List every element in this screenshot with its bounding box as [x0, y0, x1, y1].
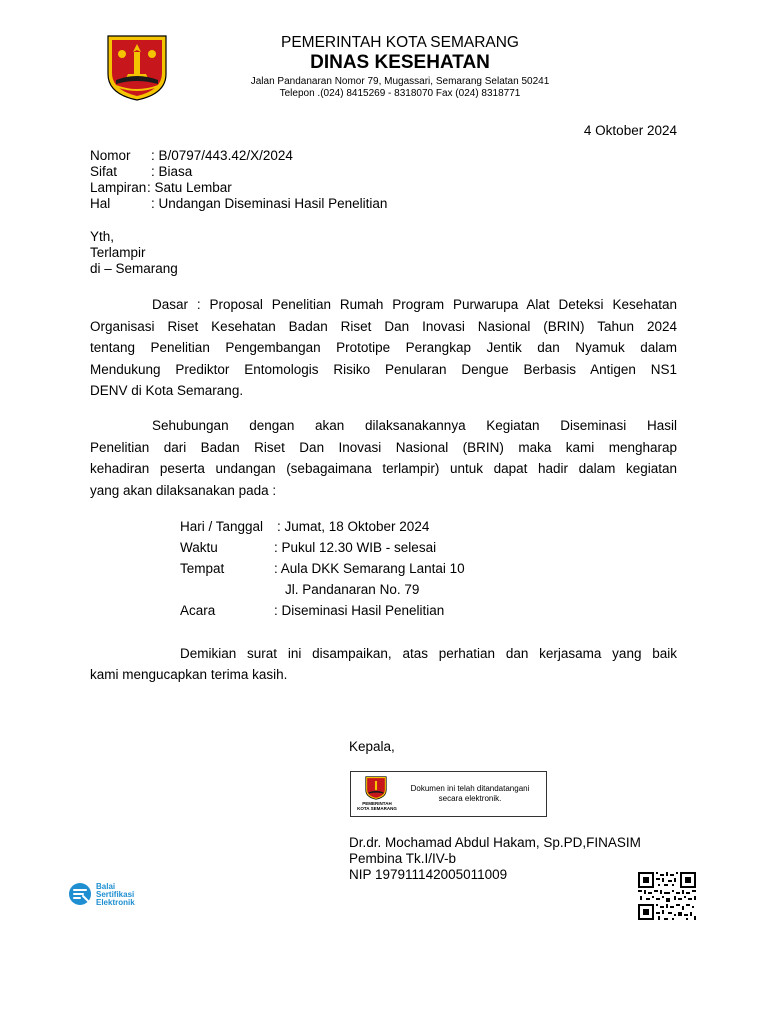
sifat-label: Sifat — [90, 164, 118, 179]
event-tempat-value-2: Jl. Pandanaran No. 79 — [285, 582, 420, 597]
sifat-value: : Biasa — [151, 164, 193, 179]
paragraph2-line3: kehadiran peserta undangan (sebagaimana terlampir) untuk dapat hadir dalam kegiatan — [90, 461, 677, 476]
office-title: DINAS KESEHATAN — [310, 52, 490, 73]
paragraph1-line4: Mendukung Prediktor Entomologis Risiko Penularan Dengue Berbasis Antigen NS1 — [90, 362, 677, 377]
stamp-text-line2: secara elektronik. — [438, 794, 502, 803]
letterhead-contact: Telepon .(024) 8415269 - 8318070 Fax (024) 8318771 — [279, 88, 521, 99]
paragraph1-line3: tentang Penelitian Pengembangan Prototipe Perangkap Jentik dan Nyamuk dalam — [90, 340, 677, 355]
paragraph2-line4: yang akan dilaksanakan pada : — [90, 483, 277, 498]
recipient-yth: Yth, — [90, 229, 115, 244]
paragraph1-line1: Dasar : Proposal Penelitian Rumah Program Purwarupa Alat Deteksi Kesehatan — [152, 297, 677, 312]
stamp-text-line1: Dokumen ini telah ditandatangani — [410, 784, 530, 793]
signatory-rank: Pembina Tk.I/IV-b — [349, 851, 457, 866]
paragraph2-line1: Sehubungan dengan akan dilaksanakannya Kegiatan Diseminasi Hasil — [152, 418, 677, 433]
event-tempat-value: : Aula DKK Semarang Lantai 10 — [274, 561, 465, 576]
lampiran-label: Lampiran — [90, 180, 147, 195]
government-title: PEMERINTAH KOTA SEMARANG — [281, 34, 519, 51]
signatory-nip: NIP 197911142005011009 — [349, 867, 508, 882]
paragraph1-line5: DENV di Kota Semarang. — [90, 383, 244, 398]
recipient-location: di – Semarang — [90, 261, 178, 276]
event-tempat-label: Tempat — [180, 561, 225, 576]
nomor-value: : B/0797/443.42/X/2024 — [151, 148, 293, 163]
bsre-text-line3: Elektronik — [96, 898, 135, 907]
letterhead-address: Jalan Pandanaran Nomor 79, Mugassari, Semarang Selatan 50241 — [250, 76, 550, 87]
hal-value: : Undangan Diseminasi Hasil Penelitian — [151, 196, 388, 211]
closing-line2: kami mengucapkan terima kasih. — [90, 667, 288, 682]
stamp-logo-caption-line1: PEMERINTAH — [362, 801, 392, 806]
signatory-name: Dr.dr. Mochamad Abdul Hakam, Sp.PD,FINASIM — [349, 835, 641, 850]
stamp-logo-icon — [365, 776, 387, 800]
lampiran-value: : Satu Lembar — [147, 180, 232, 195]
semarang-coat-of-arms-logo — [106, 34, 168, 102]
qr-code-icon — [638, 872, 696, 920]
signature-title: Kepala, — [349, 739, 395, 754]
paragraph2-line2: Penelitian dari Badan Riset Dan Inovasi Nasional (BRIN) maka kami mengharap — [90, 440, 677, 455]
event-waktu-value: : Pukul 12.30 WIB - selesai — [274, 540, 437, 555]
nomor-label: Nomor — [90, 148, 131, 163]
paragraph1-line2: Organisasi Riset Kesehatan Badan Riset Dan Inovasi Nasional (BRIN) Tahun 2024 — [90, 319, 677, 334]
closing-line1: Demikian surat ini disampaikan, atas perhatian dan kerjasama yang baik — [180, 646, 677, 661]
electronic-signature-stamp — [350, 771, 547, 817]
event-acara-label: Acara — [180, 603, 216, 618]
letter-date: 4 Oktober 2024 — [583, 123, 677, 138]
event-hari-value: : Jumat, 18 Oktober 2024 — [277, 519, 430, 534]
hal-label: Hal — [90, 196, 111, 211]
bsre-text-line1: Balai — [96, 882, 116, 891]
stamp-logo-caption-line2: KOTA SEMARANG — [357, 806, 397, 811]
event-waktu-label: Waktu — [180, 540, 218, 555]
bsre-text-line2: Sertifikasi — [96, 890, 135, 899]
bsre-logo-text — [96, 883, 135, 907]
recipient-terlampir: Terlampir — [90, 245, 146, 260]
event-acara-value: : Diseminasi Hasil Penelitian — [274, 603, 445, 618]
bsre-logo-icon — [68, 881, 92, 907]
event-hari-label: Hari / Tanggal — [180, 519, 264, 534]
stamp-logo-caption — [357, 801, 397, 811]
